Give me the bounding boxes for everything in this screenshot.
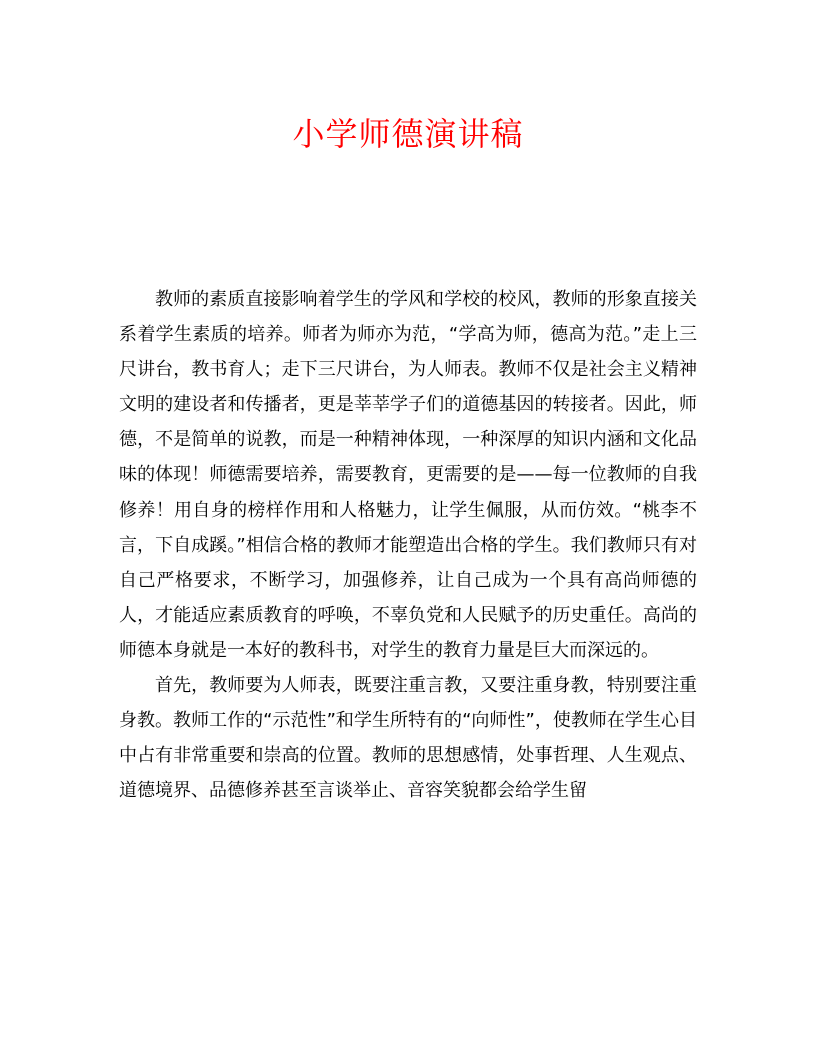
document-title: 小学师德演讲稿 — [292, 115, 524, 153]
paragraph-1: 教师的素质直接影响着学生的学风和学校的校风，教师的形象直接关系着学生素质的培养。师者为师亦为范，“学高为师，德高为范。”走上三尺讲台，教书育人；走下三尺讲台，为人师表。教师不仅是社会主义精神文明的建设者和传播者，更是莘莘学子们的道德基因的转接者。因此，师德，不是简单的说教，而是一种精神体现，一种深厚的知识内涵和文化品味的体现！师德需要培养，需要教育，更需要的是——每一位教师的自我修养！用自身的榜样作用和人格魅力，让学生佩服，从而仿效。“桃李不言，下自成蹊。”相信合格的教师才能塑造出合格的学生。我们教师只有对自己严格要求，不断学习，加强修养，让自己成为一个具有高尚师德的人，才能适应素质教育的呼唤，不辜负党和人民赋予的历史重任。高尚的师德本身就是一本好的教科书，对学生的教育力量是巨大而深远的。 — [119, 289, 697, 661]
document-body — [119, 282, 697, 808]
paragraph-2: 首先，教师要为人师表，既要注重言教，又要注重身教，特别要注重身教。教师工作的“示范性”和学生所特有的“向师性”，使教师在学生心目中占有非常重要和崇高的位置。教师的思想感情，处事哲理、人生观点、道德境界、品德修养甚至言谈举止、音容笑貌都会给学生留 — [119, 675, 697, 802]
